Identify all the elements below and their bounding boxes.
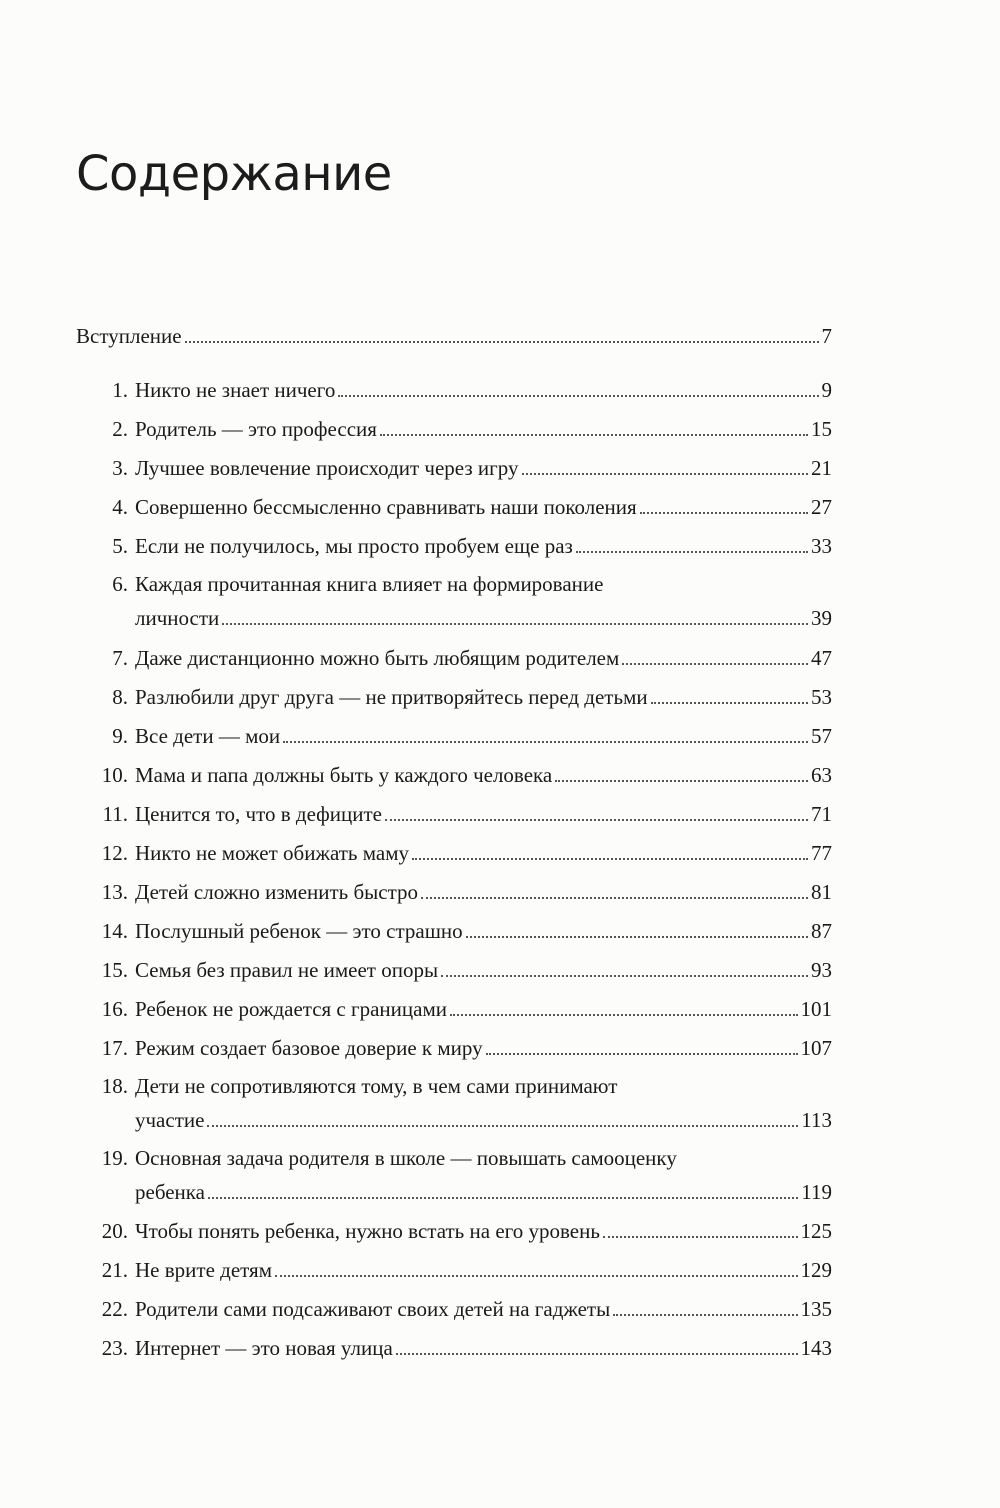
- dot-leader: [466, 936, 808, 938]
- toc-entry[interactable]: [76, 911, 832, 943]
- toc-entry[interactable]: [76, 677, 832, 709]
- toc-entry-number: 7.: [112, 646, 128, 670]
- dot-leader: [522, 473, 808, 475]
- toc-entry-number: 8.: [112, 685, 128, 709]
- toc-entry-title: Ребенок не рождается с границами: [135, 997, 447, 1021]
- toc-entry[interactable]: [76, 1328, 832, 1360]
- toc-entry-page: 71: [811, 802, 832, 826]
- toc-entry-number: 21.: [101, 1258, 128, 1282]
- dot-leader: [450, 1014, 798, 1016]
- toc-entry[interactable]: [76, 526, 832, 558]
- toc-entry[interactable]: [76, 716, 832, 748]
- toc-entry-number: 13.: [101, 880, 128, 904]
- toc-entry-number: 10.: [101, 763, 128, 787]
- toc-entry-number: 22.: [101, 1297, 128, 1321]
- toc-entry[interactable]: [76, 409, 832, 441]
- toc-entry-number: 20.: [101, 1219, 128, 1243]
- toc-entry-page: 129: [800, 1258, 832, 1282]
- toc-entry-title: Не врите детям: [135, 1258, 272, 1282]
- toc-entry-title: Ценится то, что в дефиците: [135, 802, 382, 826]
- dot-leader: [613, 1314, 797, 1316]
- toc-entry-title: Родитель — это профессия: [135, 417, 377, 441]
- toc-entry-page: 15: [811, 417, 832, 441]
- toc-entry-number: 16.: [101, 997, 128, 1021]
- toc-entry-number: 5.: [112, 534, 128, 558]
- toc-entry-page: 77: [811, 841, 832, 865]
- toc-entry-page: 107: [800, 1036, 832, 1060]
- toc-entry[interactable]: [76, 1289, 832, 1321]
- toc-entry-page: 53: [811, 685, 832, 709]
- toc-entry-title: Мама и папа должны быть у каждого человека: [135, 763, 553, 787]
- toc-entry-number: 17.: [101, 1036, 128, 1060]
- page-title: Содержание: [76, 146, 392, 202]
- toc-entry-number: 12.: [101, 841, 128, 865]
- toc-entry[interactable]: [76, 1100, 832, 1132]
- toc-entry-page: 47: [811, 646, 832, 670]
- toc-entry[interactable]: [76, 1250, 832, 1282]
- toc-entry-title-continued: личности: [135, 606, 220, 630]
- toc-entry-page: 113: [801, 1108, 832, 1132]
- dot-leader: [222, 623, 808, 625]
- toc-entry[interactable]: [76, 950, 832, 982]
- toc-entry-number: 3.: [112, 456, 128, 480]
- toc-entry-page: 33: [811, 534, 832, 558]
- dot-leader: [555, 780, 808, 782]
- toc-entry-title: Даже дистанционно можно быть любящим родителем: [135, 646, 620, 670]
- toc-entry-page: 135: [800, 1297, 832, 1321]
- dot-leader: [283, 741, 808, 743]
- toc-entry-page: 101: [800, 997, 832, 1021]
- toc-entry-page: 57: [811, 724, 832, 748]
- toc-entry[interactable]: [76, 833, 832, 865]
- toc-entry-title: Детей сложно изменить быстро: [135, 880, 419, 904]
- toc-entry-page: 125: [800, 1219, 832, 1243]
- toc-entry-number: 14.: [101, 919, 128, 943]
- dot-leader: [396, 1353, 798, 1355]
- toc-entry-title: Никто не знает ничего: [135, 378, 336, 402]
- toc-entry[interactable]: [76, 638, 832, 670]
- toc-entry-page: 93: [811, 958, 832, 982]
- toc-entry-title: Интернет — это новая улица: [135, 1336, 393, 1360]
- dot-leader: [185, 341, 819, 343]
- dot-leader: [208, 1197, 798, 1199]
- toc-entry-number: 9.: [112, 724, 128, 748]
- dot-leader: [380, 434, 808, 436]
- toc-entry-number: 18.: [101, 1074, 128, 1098]
- toc-entry[interactable]: [76, 1028, 832, 1060]
- toc-entry[interactable]: [76, 370, 832, 402]
- toc-entry-title: Дети не сопротивляются тому, в чем сами принимают: [135, 1074, 618, 1098]
- dot-leader: [603, 1236, 798, 1238]
- dot-leader: [421, 897, 808, 899]
- toc-entry-number: 11.: [102, 802, 128, 826]
- toc-entry-title: Совершенно бессмысленно сравнивать наши поколения: [135, 495, 637, 519]
- dot-leader: [338, 395, 818, 397]
- dot-leader: [486, 1053, 798, 1055]
- toc-entry[interactable]: [76, 598, 832, 630]
- toc-entry-title: Лучшее вовлечение происходит через игру: [135, 456, 519, 480]
- toc-entry-page: 7: [821, 324, 832, 348]
- toc-entry-title: Семья без правил не имеет опоры: [135, 958, 439, 982]
- toc-entry-page: 27: [811, 495, 832, 519]
- toc-entry-title: Основная задача родителя в школе — повышать самооценку: [135, 1146, 677, 1170]
- toc-entry-title: Режим создает базовое доверие к миру: [135, 1036, 483, 1060]
- toc-entry-number: 23.: [101, 1336, 128, 1360]
- toc-entry-title: Родители сами подсаживают своих детей на гаджеты: [135, 1297, 611, 1321]
- toc-entry-number: 19.: [101, 1146, 128, 1170]
- toc-entry-title: Послушный ребенок — это страшно: [135, 919, 463, 943]
- dot-leader: [576, 551, 808, 553]
- toc-entry-first-line[interactable]: [76, 572, 603, 596]
- toc-entry[interactable]: [76, 989, 832, 1021]
- toc-entry-title: Если не получилось, мы просто пробуем еще раз: [135, 534, 573, 558]
- toc-entry-number: 6.: [112, 572, 128, 596]
- toc-entry-page: 39: [811, 606, 832, 630]
- toc-entry[interactable]: [76, 755, 832, 787]
- dot-leader: [207, 1125, 798, 1127]
- dot-leader: [275, 1275, 798, 1277]
- dot-leader: [441, 975, 808, 977]
- toc-entry-page: 87: [811, 919, 832, 943]
- toc-entry-page: 21: [811, 456, 832, 480]
- toc-entry[interactable]: [76, 1172, 832, 1204]
- toc-entry-number: 2.: [112, 417, 128, 441]
- toc-entry[interactable]: [76, 1211, 832, 1243]
- toc-entry-page: 143: [800, 1336, 832, 1360]
- toc-entry-title: Чтобы понять ребенка, нужно встать на его уровень: [135, 1219, 600, 1243]
- toc-entry-page: 63: [811, 763, 832, 787]
- toc-entry-title: Все дети — мои: [135, 724, 281, 748]
- dot-leader: [385, 819, 808, 821]
- toc-entry-title: Разлюбили друг друга — не притворяйтесь перед детьми: [135, 685, 648, 709]
- toc-entry-first-line[interactable]: [76, 1074, 617, 1098]
- toc-entry-title-continued: ребенка: [135, 1180, 205, 1204]
- toc-entry-page: 119: [801, 1180, 832, 1204]
- toc-entry-title: Вступление: [76, 324, 182, 348]
- toc-entry[interactable]: [76, 872, 832, 904]
- toc-entry-title-continued: участие: [135, 1108, 205, 1132]
- dot-leader: [651, 702, 808, 704]
- toc-entry-number: 15.: [101, 958, 128, 982]
- dot-leader: [622, 663, 808, 665]
- dot-leader: [412, 858, 808, 860]
- toc-entry-page: 9: [821, 378, 832, 402]
- toc-entry-number: 1.: [112, 378, 128, 402]
- toc-entry-title: Никто не может обижать маму: [135, 841, 410, 865]
- toc-entry[interactable]: [76, 487, 832, 519]
- toc-entry[interactable]: [76, 448, 832, 480]
- toc-entry-first-line[interactable]: [76, 1146, 677, 1170]
- toc-entry-number: 4.: [112, 495, 128, 519]
- toc-entry-intro[interactable]: [76, 316, 832, 348]
- toc-entry-page: 81: [811, 880, 832, 904]
- toc-entry-title: Каждая прочитанная книга влияет на формирование: [135, 572, 604, 596]
- dot-leader: [640, 512, 808, 514]
- toc-entry[interactable]: [76, 794, 832, 826]
